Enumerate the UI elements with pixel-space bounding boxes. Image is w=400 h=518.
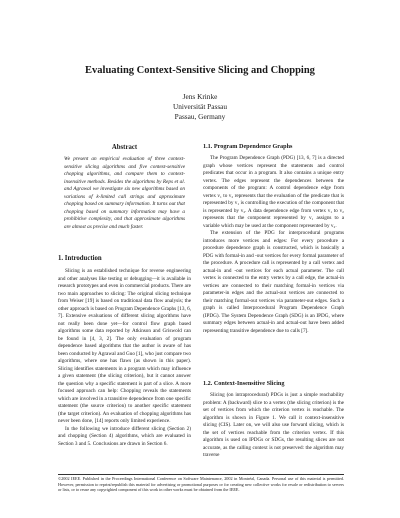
introduction-body — [58, 268, 191, 448]
cis-body — [203, 392, 344, 460]
paper-title: Evaluating Context-Sensitive Slicing and Chopping — [85, 65, 315, 76]
author-affiliation: Universität Passau — [172, 102, 228, 111]
introduction-paragraph: In the following we introduce different slicing (Section 2) and chopping (Section 4) algorithms, which are evaluated in Section 3 and 5. Conclusions are drawn in Section 6. — [58, 425, 191, 447]
section-heading-introduction: 1. Introduction — [58, 255, 102, 262]
section-heading-context-insensitive-slicing: 1.2. Context-Insensitive Slicing — [203, 380, 285, 387]
abstract-heading: Abstract — [111, 144, 138, 151]
footer-rule — [58, 474, 344, 475]
author-location: Passau, Germany — [174, 112, 226, 121]
copyright-notice: ©2002 IEEE. Published in the Proceedings International Conference on Software Maintenance, 2002 in Montréal, Canada. Personal use of this material is permitted. However, permission to reprint/republish this material for advertising or promotional purposes or for creating new collective works for resale or redistribution to servers or lists, or to reuse any copyrighted component of this work in other works must be obtained from the IEEE. — [58, 476, 344, 493]
section-heading-pdg: 1.1. Program Dependence Graphs — [203, 143, 293, 150]
author-name: Jens Krinke — [182, 92, 218, 101]
cis-paragraph: Slicing (on intraprocedural) PDGs is just a simple reachability problem: A (backward) slice to a vertex (the slicing criterion) is the set of vertices from which the criterion vertex is reachable. The algorithm is shown in Figure 1. We call it context-insensitive slicing (CIS). Later on, we will also use forward slicing, which is the set of vertices reachable from the criterion vertex. If this algorithm is used on IPDGs or SDGs, the resulting slices are not accurate, as the calling context is not preserved: the algorithm may traverse — [203, 392, 344, 458]
pdg-body — [203, 155, 344, 335]
pdg-paragraph: The Program Dependence Graph (PDG) [13, 6, 7] is a directed graph whose vertices represent the statements and control predicates that occur in a program. It also contains a unique entry vertex. The edges represent the dependences between the components of the program: A control dependence edge from vertex v₁ to v₂ represents that the evaluation of the predicate that is represented by v₁ is controlling the execution of the component that is represented by v₂. A data dependence edge from vertex v₁ to v₂ represents that the component represented by v₁ assigns to a variable which may be used at the component represented by v₂. — [203, 155, 344, 229]
abstract-text: We present an empirical evaluation of three context-sensitive slicing algorithms and five context-sensitive chopping algorithms, and compare them to context-insensitive methods. Besides the algorithms by Reps et al. and Agrawal we investigate six new algorithms based on variations of k-limited call strings and approximate chopping based on summary information. It turns out that chopping based on summary information may have a prohibitive complexity, and that approximate algorithms are almost as precise and much faster. — [64, 156, 185, 230]
introduction-paragraph: Slicing is an established technique for reverse engineering and other analyses like testing or debugging—it is available in research prototypes and even in commercial products. There are two main approaches to slicing: The original slicing technique from Weiser [19] is based on traditional data flow analysis; the other approach is based on Program Dependence Graphs [13, 6, 7]. Extensive evaluations of different slicing algorithms have not really been done yet—for control flow graph based algorithms some data reported by Atkinson and Griswold can be found in [4, 3, 2]. The only evaluation of program dependence based algorithms that the author is aware of has been conducted by Agrawal and Guo [1], who just compare two algorithms, where one has flaws (as shown in this paper). Slicing identifies statements in a program which may influence a given statement (the slicing criterion), but it cannot answer the question why a specific statement is part of a slice. A more focused approach can help: Chopping reveals the statements which are involved in a transitive dependence from one specific statement (the source criterion) to another specific statement (the target criterion). An evaluation of chopping algorithms has never been done, [14] reports only limited experience. — [58, 268, 191, 424]
pdg-paragraph: The extension of the PDG for interprocedural programs introduces more vertices and edges: For every procedure a procedure dependence graph is constructed, which is basically a PDG with formal-in and -out vertices for every formal parameter of the procedure. A procedure call is represented by a call vertex and actual-in and -out vertices for each actual parameter. The call vertex is connected to the entry vertex by a call edge, the actual-in vertices are connected to their matching formal-in vertices via parameter-in edges and the actual-out vertices are connected to their matching formal-out vertices via parameter-out edges. Such a graph is called Interprocedural Program Dependence Graph (IPDG). The System Dependence Graph (SDG) is an IPDG, where summary edges between actual-in and actual-out have been added representing transitive dependence due to calls [7]. — [203, 230, 344, 334]
